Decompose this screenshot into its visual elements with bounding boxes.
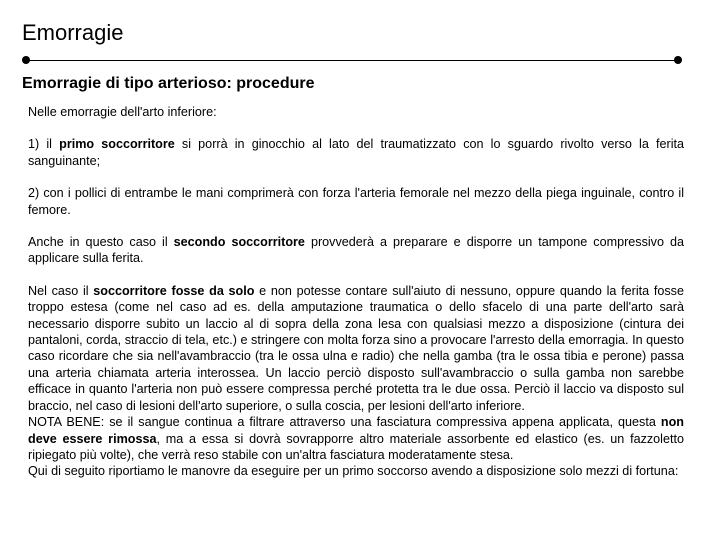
slide-title: Emorragie (22, 20, 124, 45)
tourniquet-paragraph (28, 283, 684, 414)
nota-bene-paragraph (28, 414, 684, 463)
step1-paragraph (28, 136, 684, 169)
nota-pre: NOTA BENE: se il sangue continua a filtrare attraverso una fasciatura compressiva appena applicata, questa (28, 415, 661, 430)
step2-paragraph: 2) con i pollici di entrambe le mani comprimerà con forza l'arteria femorale nel mezzo della piega inguinale, contro il femore. (28, 186, 684, 217)
intro-paragraph: Nelle emorragie dell'arto inferiore: (28, 105, 217, 119)
slide-content (28, 104, 684, 480)
title-divider (26, 60, 678, 61)
step1-post: si porrà in ginocchio al lato del traumatizzato con lo sguardo rivolto verso la ferita sanguinante; (28, 137, 684, 168)
closing-paragraph: Qui di seguito riportiamo le manovre da eseguire per un primo soccorso avendo a disposizione solo mezzi di fortuna: (28, 464, 679, 479)
nota-post: , ma a essa si dovrà sovrapporre altro materiale assorbente ed elastico (es. un fazzoletto ripiegato più volte), che verrà reso stabile con un'altra fasciatura moderatamente stesa. (28, 431, 684, 462)
nota-bold: non deve essere rimossa (28, 415, 684, 446)
rule-right-dot (674, 56, 682, 64)
para4-bold: soccorritore fosse da solo (93, 283, 255, 298)
step1-pre: 1) il (28, 137, 60, 152)
slide-subtitle: Emorragie di tipo arterioso: procedure (22, 75, 315, 92)
step3-bold: secondo soccorritore (173, 235, 305, 250)
step1-bold: primo soccorritore (59, 137, 175, 152)
para4-pre: Nel caso il (28, 283, 94, 298)
para4-post: e non potesse contare sull'aiuto di nessuno, oppure quando la ferita fosse troppo estesa (come nel caso ad es. della amputazione traumatica o dello sfacelo di una parte dell'arto sarà necessario disporre subito un laccio al di sopra della zona lesa con qualsiasi mezzo a disposizione (cintura dei pantaloni, corda, straccio di tela, etc.) e stringere con molta forza sino a provocare l'arresto della emorragia. In questo caso ricordare che sia nell'avambraccio (tra le ossa ulna e radio) che nella gamba (tra le ossa tibia e perone) passa una arteria chiamata arteria interossea. Un laccio perciò disposto sull'avambraccio o sulla gamba non sarebbe efficace in quanto l'arteria non può essere compressa perché protetta tra le due ossa. Perciò il laccio va disposto sul braccio, nel caso di lesioni dell'arto superiore, o sulla coscia, per lesioni dell'arto inferiore. (28, 283, 684, 413)
step3-post: provvederà a preparare e disporre un tampone compressivo da applicare sulla ferita. (28, 235, 684, 266)
step3-paragraph (28, 234, 684, 267)
step3-pre: Anche in questo caso il (28, 235, 174, 250)
